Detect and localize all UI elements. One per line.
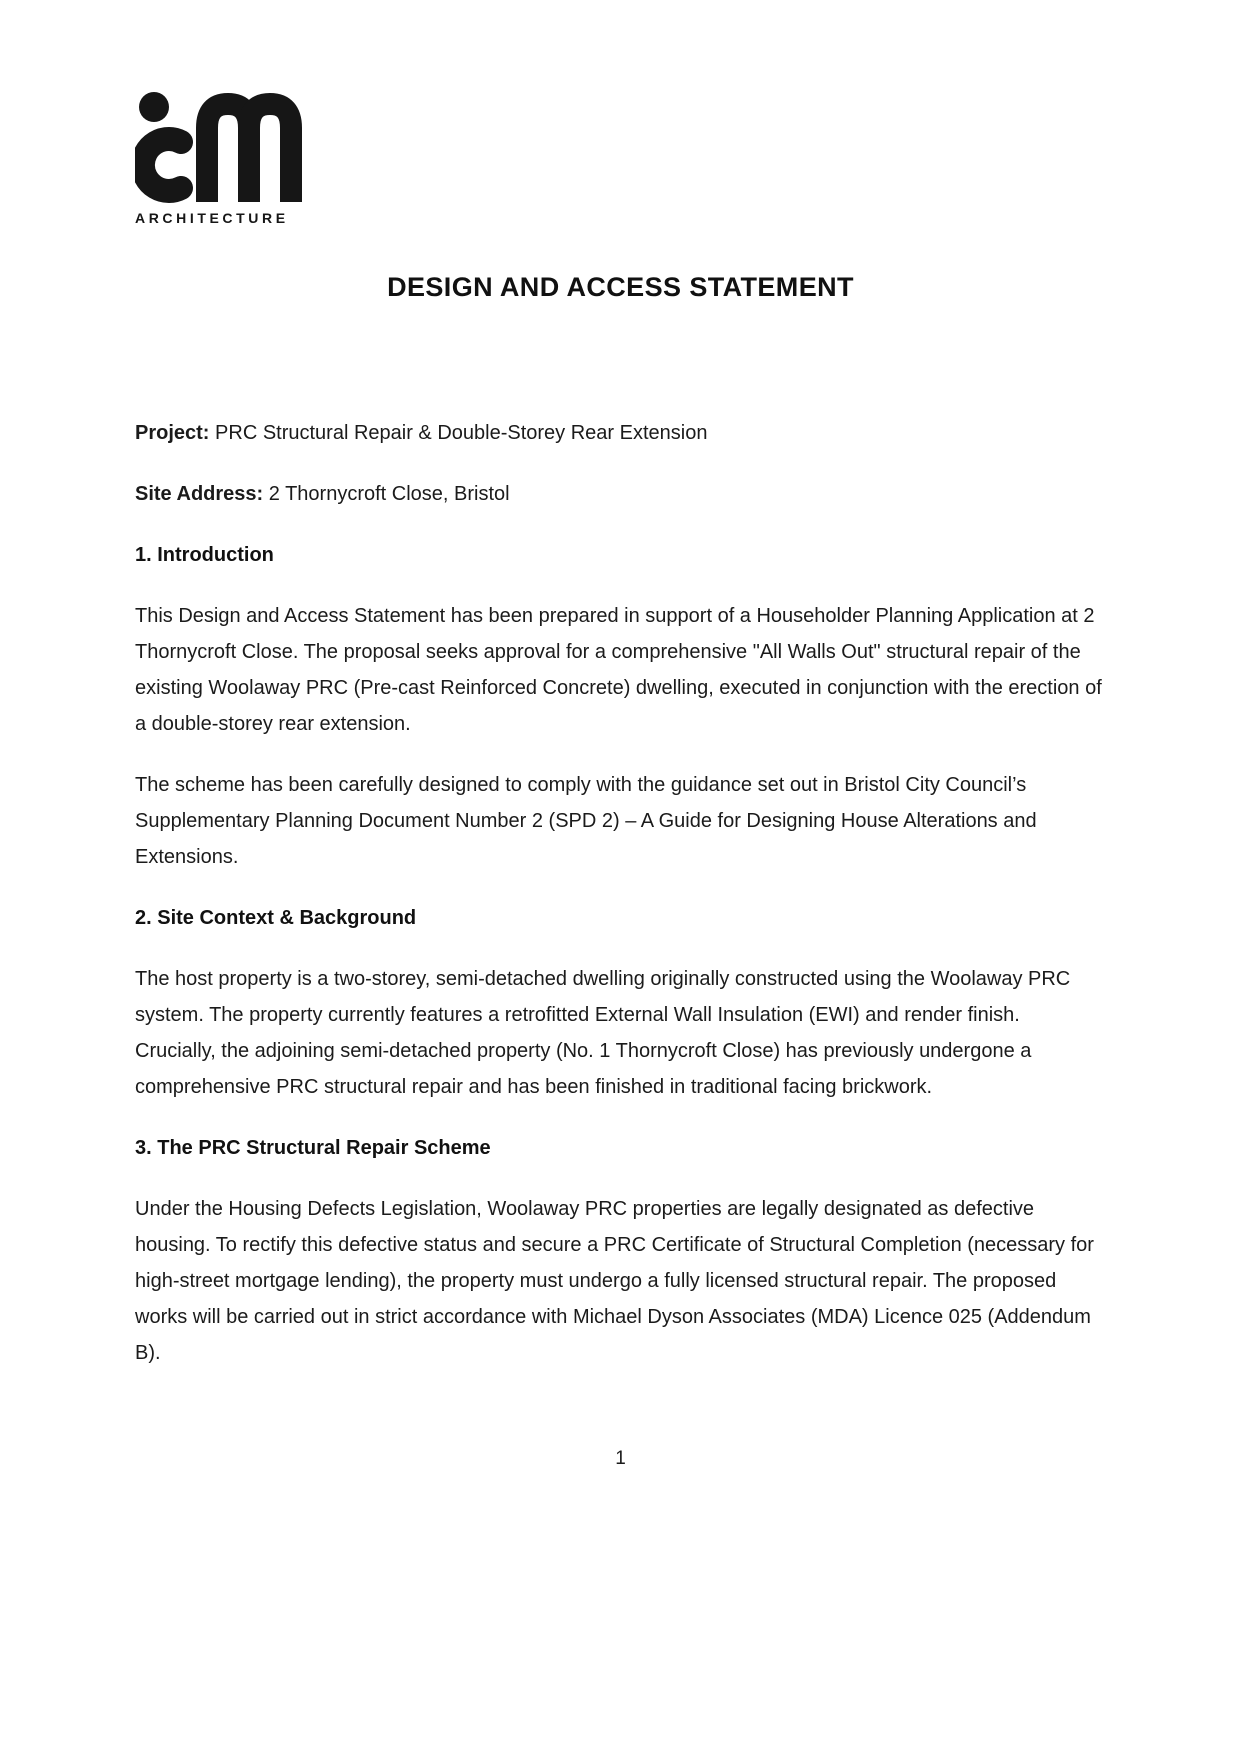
section-heading-site-context: 2. Site Context & Background [135,907,417,929]
project-label: Project: [135,422,210,444]
am-logo-icon [135,88,307,204]
paragraph: This Design and Access Statement has been prepared in support of a Householder Planning Application at 2 Thornycroft Close. The proposal seeks approval for a comprehensive "All Walls Out" structural repair of the existing Woolaway PRC (Pre-cast Reinforced Concrete) dwelling, executed in conjunction with the erection of a double-storey rear extension. [135,605,1102,735]
paragraph: The scheme has been carefully designed to comply with the guidance set out in Bristol City Council’s Supplementary Planning Document Number 2 (SPD 2) – A Guide for Designing House Alterations and Extensions. [135,774,1037,868]
site-address-meta-line [135,476,1106,512]
section-heading-repair-scheme: 3. The PRC Structural Repair Scheme [135,1137,491,1159]
page-number: 1 [615,1448,626,1469]
project-value: PRC Structural Repair & Double-Storey Rear Extension [215,422,708,444]
site-address-value: 2 Thornycroft Close, Bristol [268,483,510,505]
company-logo [135,88,307,226]
project-meta-line [135,415,1106,451]
logo-wordmark: ARCHITECTURE [135,210,289,226]
section-heading-introduction: 1. Introduction [135,544,274,566]
document-title: DESIGN AND ACCESS STATEMENT [387,272,854,302]
site-address-label: Site Address: [135,483,264,505]
paragraph: Under the Housing Defects Legislation, Woolaway PRC properties are legally designated as defective housing. To rectify this defective status and secure a PRC Certificate of Structural Completion (necessary for high-street mortgage lending), the property must undergo a fully licensed structural repair. The proposed works will be carried out in strict accordance with Michael Dyson Associates (MDA) Licence 025 (Addendum B). [135,1198,1094,1364]
paragraph: The host property is a two-storey, semi-detached dwelling originally constructed using the Woolaway PRC system. The property currently features a retrofitted External Wall Insulation (EWI) and render finish. Crucially, the adjoining semi-detached property (No. 1 Thornycroft Close) has previously undergone a comprehensive PRC structural repair and has been finished in traditional facing brickwork. [135,968,1071,1098]
